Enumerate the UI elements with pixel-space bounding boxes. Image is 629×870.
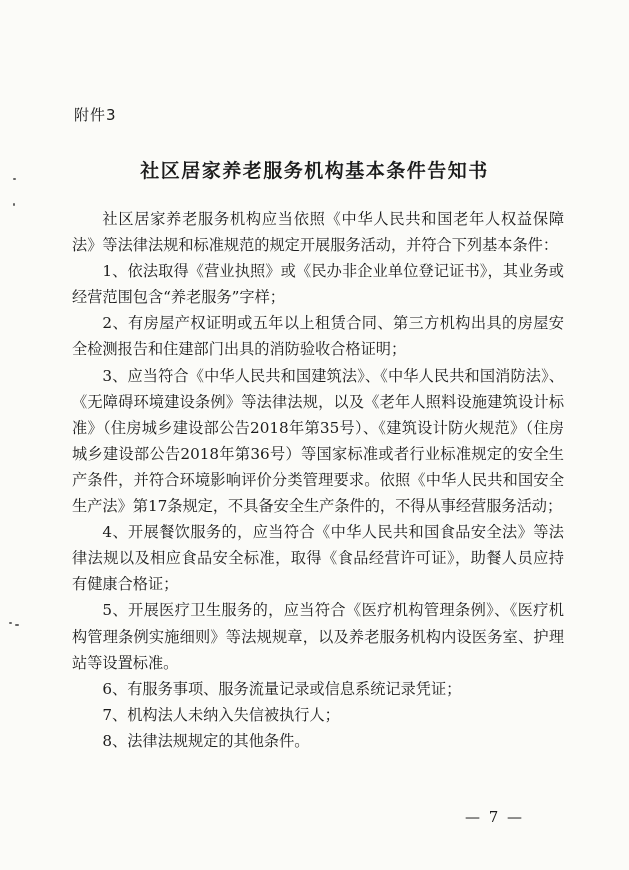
document-title: 社区居家养老服务机构基本条件告知书 <box>140 160 489 182</box>
page-number: — 7 — <box>464 808 525 826</box>
condition-item-2: 2、有房屋产权证明或五年以上租赁合同、第三方机构出具的房屋安全检测报告和住建部门出具的消防验收合格证明； <box>72 314 564 359</box>
condition-item-1: 1、依法取得《营业执照》或《民办非企业单位登记证书》，其业务或经营范围包含“养老服务”字样； <box>72 262 564 307</box>
document-body <box>72 206 564 754</box>
condition-item-4: 4、开展餐饮服务的，应当符合《中华人民共和国食品安全法》等法律法规以及相应食品安全标准，取得《食品经营许可证》，助餐人员应持有健康合格证； <box>72 523 564 594</box>
scan-speck <box>13 203 15 206</box>
intro-paragraph: 社区居家养老服务机构应当依照《中华人民共和国老年人权益保障法》等法律法规和标准规范的规定开展服务活动，并符合下列基本条件： <box>72 210 564 255</box>
scan-speck <box>9 622 12 624</box>
condition-item-5: 5、开展医疗卫生服务的，应当符合《医疗机构管理条例》、《医疗机构管理条例实施细则》等法规规章，以及养老服务机构内设医务室、护理站等设置标准。 <box>72 601 564 672</box>
scan-speck <box>13 178 16 180</box>
condition-item-6: 6、有服务事项、服务流量记录或信息系统记录凭证； <box>102 679 462 698</box>
scan-speck <box>15 624 19 626</box>
condition-item-7: 7、机构法人未纳入失信被执行人； <box>102 705 340 724</box>
attachment-label: 附件3 <box>74 106 117 124</box>
condition-item-3: 3、应当符合《中华人民共和国建筑法》、《中华人民共和国消防法》、《无障碍环境建设条例》等法律法规，以及《老年人照料设施建筑设计标准》（住房城乡建设部公告2018年第35号）、《建筑设计防火规范》（住房城乡建设部公告2018年第36号）等国家标准或者行业标准规定的安全生产条件，并符合环境影响评价分类管理要求。依照《中华人民共和国安全生产法》第17条规定，不具备安全生产条件的，不得从事经营服务活动； <box>72 366 564 516</box>
condition-item-8: 8、法律法规规定的其他条件。 <box>102 731 310 750</box>
